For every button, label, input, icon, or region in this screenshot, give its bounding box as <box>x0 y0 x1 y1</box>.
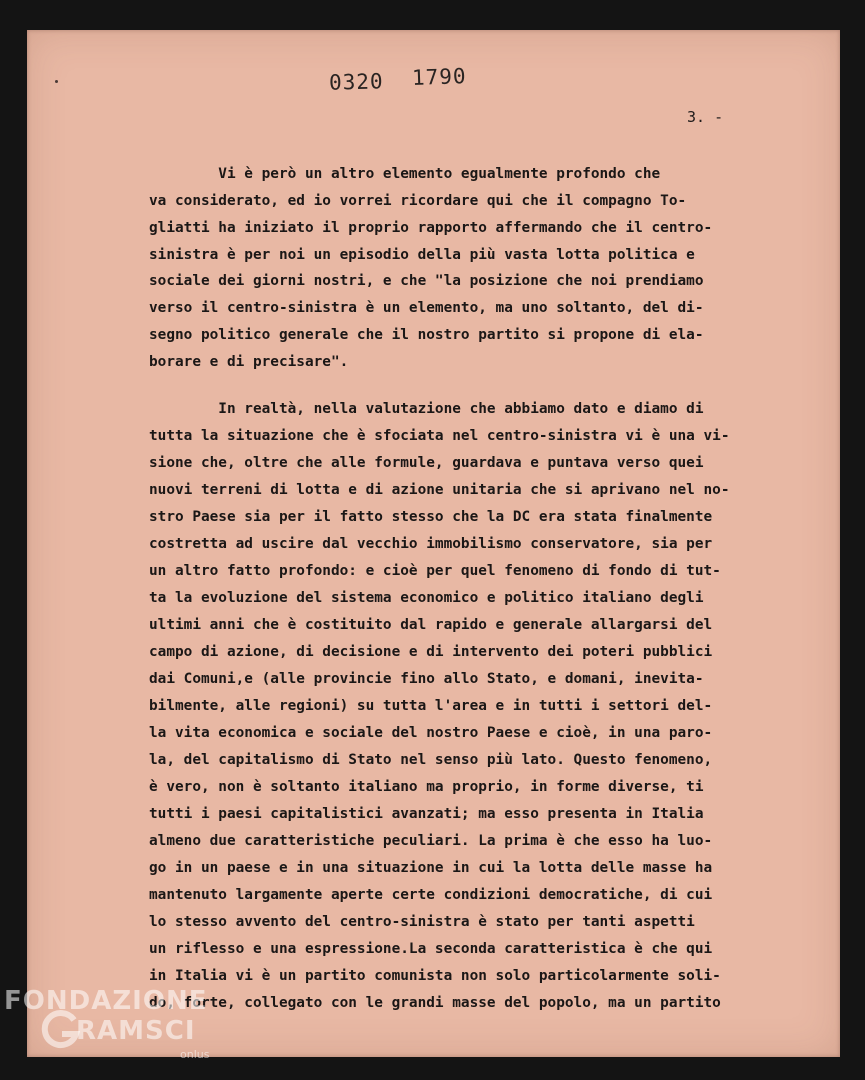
text-line: è vero, non è soltanto italiano ma proprio, in forme diverse, ti <box>149 779 704 795</box>
paper-speck <box>55 80 58 83</box>
archive-number-right: 1790 <box>411 64 467 90</box>
text-line: Vi è però un altro elemento egualmente profondo che <box>149 166 661 182</box>
watermark-onlus: onlus <box>180 1048 210 1061</box>
text-line: la vita economica e sociale del nostro Paese e cioè, in una paro- <box>149 725 713 741</box>
text-line: tutti i paesi capitalistici avanzati; ma esso presenta in Italia <box>149 806 704 822</box>
text-line: go in un paese e in una situazione in cui la lotta delle masse ha <box>149 860 713 876</box>
text-line: lo stesso avvento del centro-sinistra è stato per tanti aspetti <box>149 914 695 930</box>
text-line: sinistra è per noi un episodio della più vasta lotta politica e <box>149 247 695 263</box>
body-text <box>149 30 814 1011</box>
text-line: bilmente, alle regioni) su tutta l'area e in tutti i settori del- <box>149 698 713 714</box>
fondazione-gramsci-watermark <box>4 986 264 1076</box>
text-line: nuovi terreni di lotta e di azione unitaria che si aprivano nel no- <box>149 482 730 498</box>
text-line: segno politico generale che il nostro partito si propone di ela- <box>149 327 704 343</box>
text-line: dai Comuni,e (alle provincie fino allo Stato, e domani, inevita- <box>149 671 704 687</box>
watermark-line-1: FONDAZIONE <box>4 986 208 1016</box>
text-line: ta la evoluzione del sistema economico e politico italiano degli <box>149 590 704 606</box>
page-number: 3. - <box>687 108 724 126</box>
text-line: almeno due caratteristiche peculiari. La prima è che esso ha luo- <box>149 833 713 849</box>
text-line: borare e di precisare". <box>149 354 349 370</box>
archive-number-left: 0320 <box>328 69 384 95</box>
text-line: un altro fatto profondo: e cioè per quel fenomeno di fondo di tut- <box>149 563 721 579</box>
text-line: ultimi anni che è costituito dal rapido e generale allargarsi del <box>149 617 713 633</box>
text-line: in Italia vi è un partito comunista non solo particolarmente soli- <box>149 968 721 984</box>
text-line: un riflesso e una espressione.La seconda caratteristica è che qui <box>149 941 713 957</box>
text-line: sione che, oltre che alle formule, guardava e puntava verso quei <box>149 455 704 471</box>
text-line: campo di azione, di decisione e di intervento dei poteri pubblici <box>149 644 713 660</box>
text-line: do, forte, collegato con le grandi masse del popolo, ma un partito <box>149 995 721 1011</box>
watermark-line-2: RAMSCI <box>76 1016 196 1046</box>
text-line: gliatti ha iniziato il proprio rapporto affermando che il centro- <box>149 220 713 236</box>
text-line: la, del capitalismo di Stato nel senso più lato. Questo fenomeno, <box>149 752 713 768</box>
text-line: stro Paese sia per il fatto stesso che la DC era stata finalmente <box>149 509 713 525</box>
text-line: In realtà, nella valutazione che abbiamo dato e diamo di <box>149 401 704 417</box>
text-line: mantenuto largamente aperte certe condizioni democratiche, di cui <box>149 887 713 903</box>
text-line: va considerato, ed io vorrei ricordare qui che il compagno To- <box>149 193 687 209</box>
text-line: tutta la situazione che è sfociata nel centro-sinistra vi è una vi- <box>149 428 730 444</box>
text-line: costretta ad uscire dal vecchio immobilismo conservatore, sia per <box>149 536 713 552</box>
text-line: sociale dei giorni nostri, e che "la posizione che noi prendiamo <box>149 273 704 289</box>
document-page <box>27 30 840 1057</box>
text-line: verso il centro-sinistra è un elemento, ma uno soltanto, del di- <box>149 300 704 316</box>
